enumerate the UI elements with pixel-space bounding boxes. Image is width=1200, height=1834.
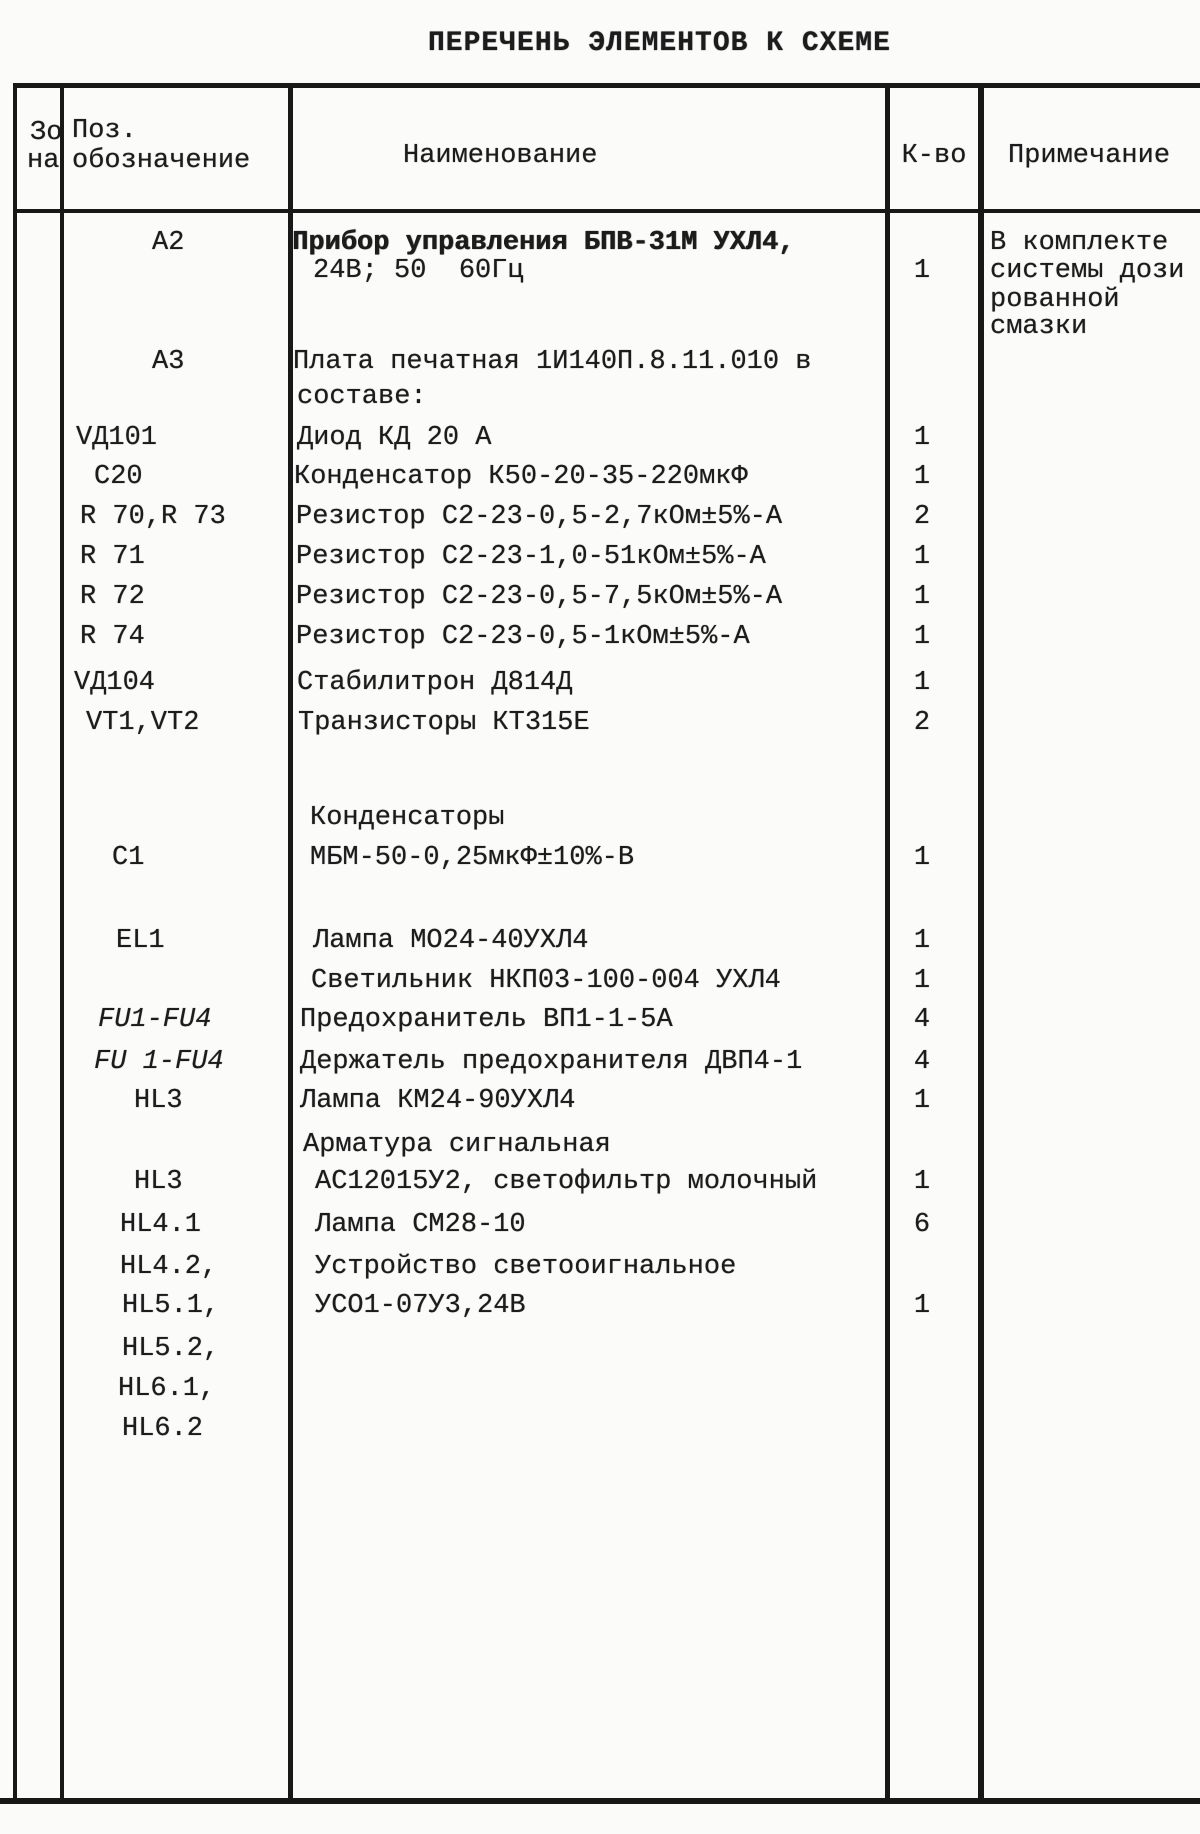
pos-cell: R 74 xyxy=(80,622,145,652)
table-row xyxy=(0,422,1200,456)
pos-cell: VД104 xyxy=(74,668,156,698)
pos-cell: HL3 xyxy=(134,1167,183,1197)
pos-cell: HL5.1, xyxy=(122,1291,220,1321)
table-row xyxy=(0,346,1200,380)
header-pos-line2: обозначение xyxy=(72,146,251,176)
pos-cell: HL5.2, xyxy=(122,1334,220,1364)
table-row xyxy=(0,1166,1200,1200)
qty-cell: 1 xyxy=(913,622,931,652)
header-qty: К-во xyxy=(901,141,967,171)
qty-cell: 1 xyxy=(913,843,931,873)
table-row xyxy=(0,1004,1200,1038)
name-cell: МБМ-50-0,25мкФ±10%-В xyxy=(310,843,635,873)
name-cell: Транзисторы КТ315Е xyxy=(298,708,590,738)
table-row xyxy=(0,802,1200,836)
page-title: ПЕРЕЧЕНЬ ЭЛЕМЕНТОВ К СХЕМЕ xyxy=(428,28,891,59)
pos-cell: VT1,VT2 xyxy=(86,708,200,738)
name-cell: составе: xyxy=(297,382,427,412)
name-cell: Устройство светооигнальное xyxy=(315,1252,737,1282)
pos-cell: HL6.2 xyxy=(122,1414,204,1444)
name-cell: Лампа КМ24-90УХЛ4 xyxy=(300,1086,576,1116)
table-row xyxy=(0,842,1200,876)
pos-cell: С1 xyxy=(112,843,145,873)
note-cell: В комплекте xyxy=(990,228,1169,258)
pos-cell: HL4.2, xyxy=(120,1252,218,1282)
name-cell: Резистор С2-23-1,0-51кОм±5%-А xyxy=(296,542,766,572)
qty-cell: 1 xyxy=(913,1167,931,1197)
header-name: Наименование xyxy=(403,141,598,171)
table-row xyxy=(0,1413,1200,1447)
qty-cell: 1 xyxy=(913,462,931,492)
header-note: Примечание xyxy=(1008,141,1171,171)
name-cell: Прибор управления БПВ-31М УХЛ4, xyxy=(292,228,795,258)
qty-cell: 1 xyxy=(913,256,931,286)
table-row xyxy=(0,1085,1200,1119)
note-cell: системы дози xyxy=(990,256,1185,286)
pos-cell: А3 xyxy=(152,347,185,377)
qty-cell: 4 xyxy=(913,1047,931,1077)
name-cell: УСО1-07У3,24В xyxy=(315,1291,526,1321)
qty-cell: 4 xyxy=(913,1005,931,1035)
qty-cell: 2 xyxy=(913,502,931,532)
pos-cell: HL4.1 xyxy=(120,1210,202,1240)
pos-cell: EL1 xyxy=(116,926,165,956)
table-row xyxy=(0,1046,1200,1080)
table-row xyxy=(0,1290,1200,1324)
note-cell: смазки xyxy=(990,312,1088,342)
pos-cell: R 71 xyxy=(80,542,145,572)
name-cell: 24В; 50 60Гц xyxy=(313,256,524,286)
qty-cell: 1 xyxy=(913,668,931,698)
table-row xyxy=(0,667,1200,701)
qty-cell: 6 xyxy=(913,1210,931,1240)
name-cell: Лампа СМ28-10 xyxy=(315,1210,526,1240)
pos-cell: FU1-FU4 xyxy=(98,1005,212,1035)
table-row xyxy=(0,581,1200,615)
name-cell: Конденсаторы xyxy=(310,803,505,833)
table-row xyxy=(0,501,1200,535)
table-row xyxy=(0,311,1200,345)
table-row xyxy=(0,1333,1200,1367)
name-cell: Конденсатор К50-20-35-220мкФ xyxy=(294,462,748,492)
table-row xyxy=(0,925,1200,959)
name-cell: Резистор С2-23-0,5-1кОм±5%-А xyxy=(296,622,750,652)
pos-cell: R 70,R 73 xyxy=(80,502,226,532)
header-pos-line1: Поз. xyxy=(72,116,137,146)
pos-cell: VД101 xyxy=(76,423,158,453)
name-cell: Арматура сигнальная xyxy=(303,1130,611,1160)
qty-cell: 1 xyxy=(913,1291,931,1321)
name-cell: Плата печатная 1И140П.8.11.010 в xyxy=(293,347,812,377)
name-cell: Стабилитрон Д814Д xyxy=(297,668,573,698)
pos-cell: С20 xyxy=(94,462,143,492)
table-border-top xyxy=(13,83,1200,88)
name-cell: Диод КД 20 А xyxy=(297,423,492,453)
note-cell: рованной xyxy=(990,285,1120,315)
table-row xyxy=(0,461,1200,495)
qty-cell: 1 xyxy=(913,542,931,572)
table-row xyxy=(0,381,1200,415)
name-cell: Держатель предохранителя ДВП4-1 xyxy=(300,1047,803,1077)
name-cell: Предохранитель ВП1-1-5А xyxy=(300,1005,673,1035)
table-header-separator xyxy=(13,209,1200,213)
qty-cell: 2 xyxy=(913,708,931,738)
qty-cell: 1 xyxy=(913,926,931,956)
name-cell: Резистор С2-23-0,5-2,7кОм±5%-А xyxy=(296,502,783,532)
name-cell: Резистор С2-23-0,5-7,5кОм±5%-А xyxy=(296,582,783,612)
table-row xyxy=(0,621,1200,655)
table-border-bottom xyxy=(0,1798,1200,1804)
name-cell: АС12015У2, светофильтр молочный xyxy=(315,1167,818,1197)
name-cell: Лампа МО24-40УХЛ4 xyxy=(313,926,589,956)
pos-cell: HL3 xyxy=(134,1086,183,1116)
table-row xyxy=(0,1129,1200,1163)
pos-cell: HL6.1, xyxy=(118,1374,216,1404)
qty-cell: 1 xyxy=(913,582,931,612)
header-zone-line2: на xyxy=(27,146,60,176)
table-row xyxy=(0,1251,1200,1285)
table-row xyxy=(0,707,1200,741)
table-row xyxy=(0,541,1200,575)
header-zone-line1: Зо xyxy=(30,118,63,148)
pos-cell: R 72 xyxy=(80,582,145,612)
name-cell: Светильник НКП03-100-004 УХЛ4 xyxy=(311,966,781,996)
table-row xyxy=(0,965,1200,999)
pos-cell: FU 1-FU4 xyxy=(94,1047,224,1077)
qty-cell: 1 xyxy=(913,966,931,996)
table-row xyxy=(0,1209,1200,1243)
qty-cell: 1 xyxy=(913,1086,931,1116)
table-row xyxy=(0,1373,1200,1407)
qty-cell: 1 xyxy=(913,423,931,453)
pos-cell: А2 xyxy=(152,228,185,258)
